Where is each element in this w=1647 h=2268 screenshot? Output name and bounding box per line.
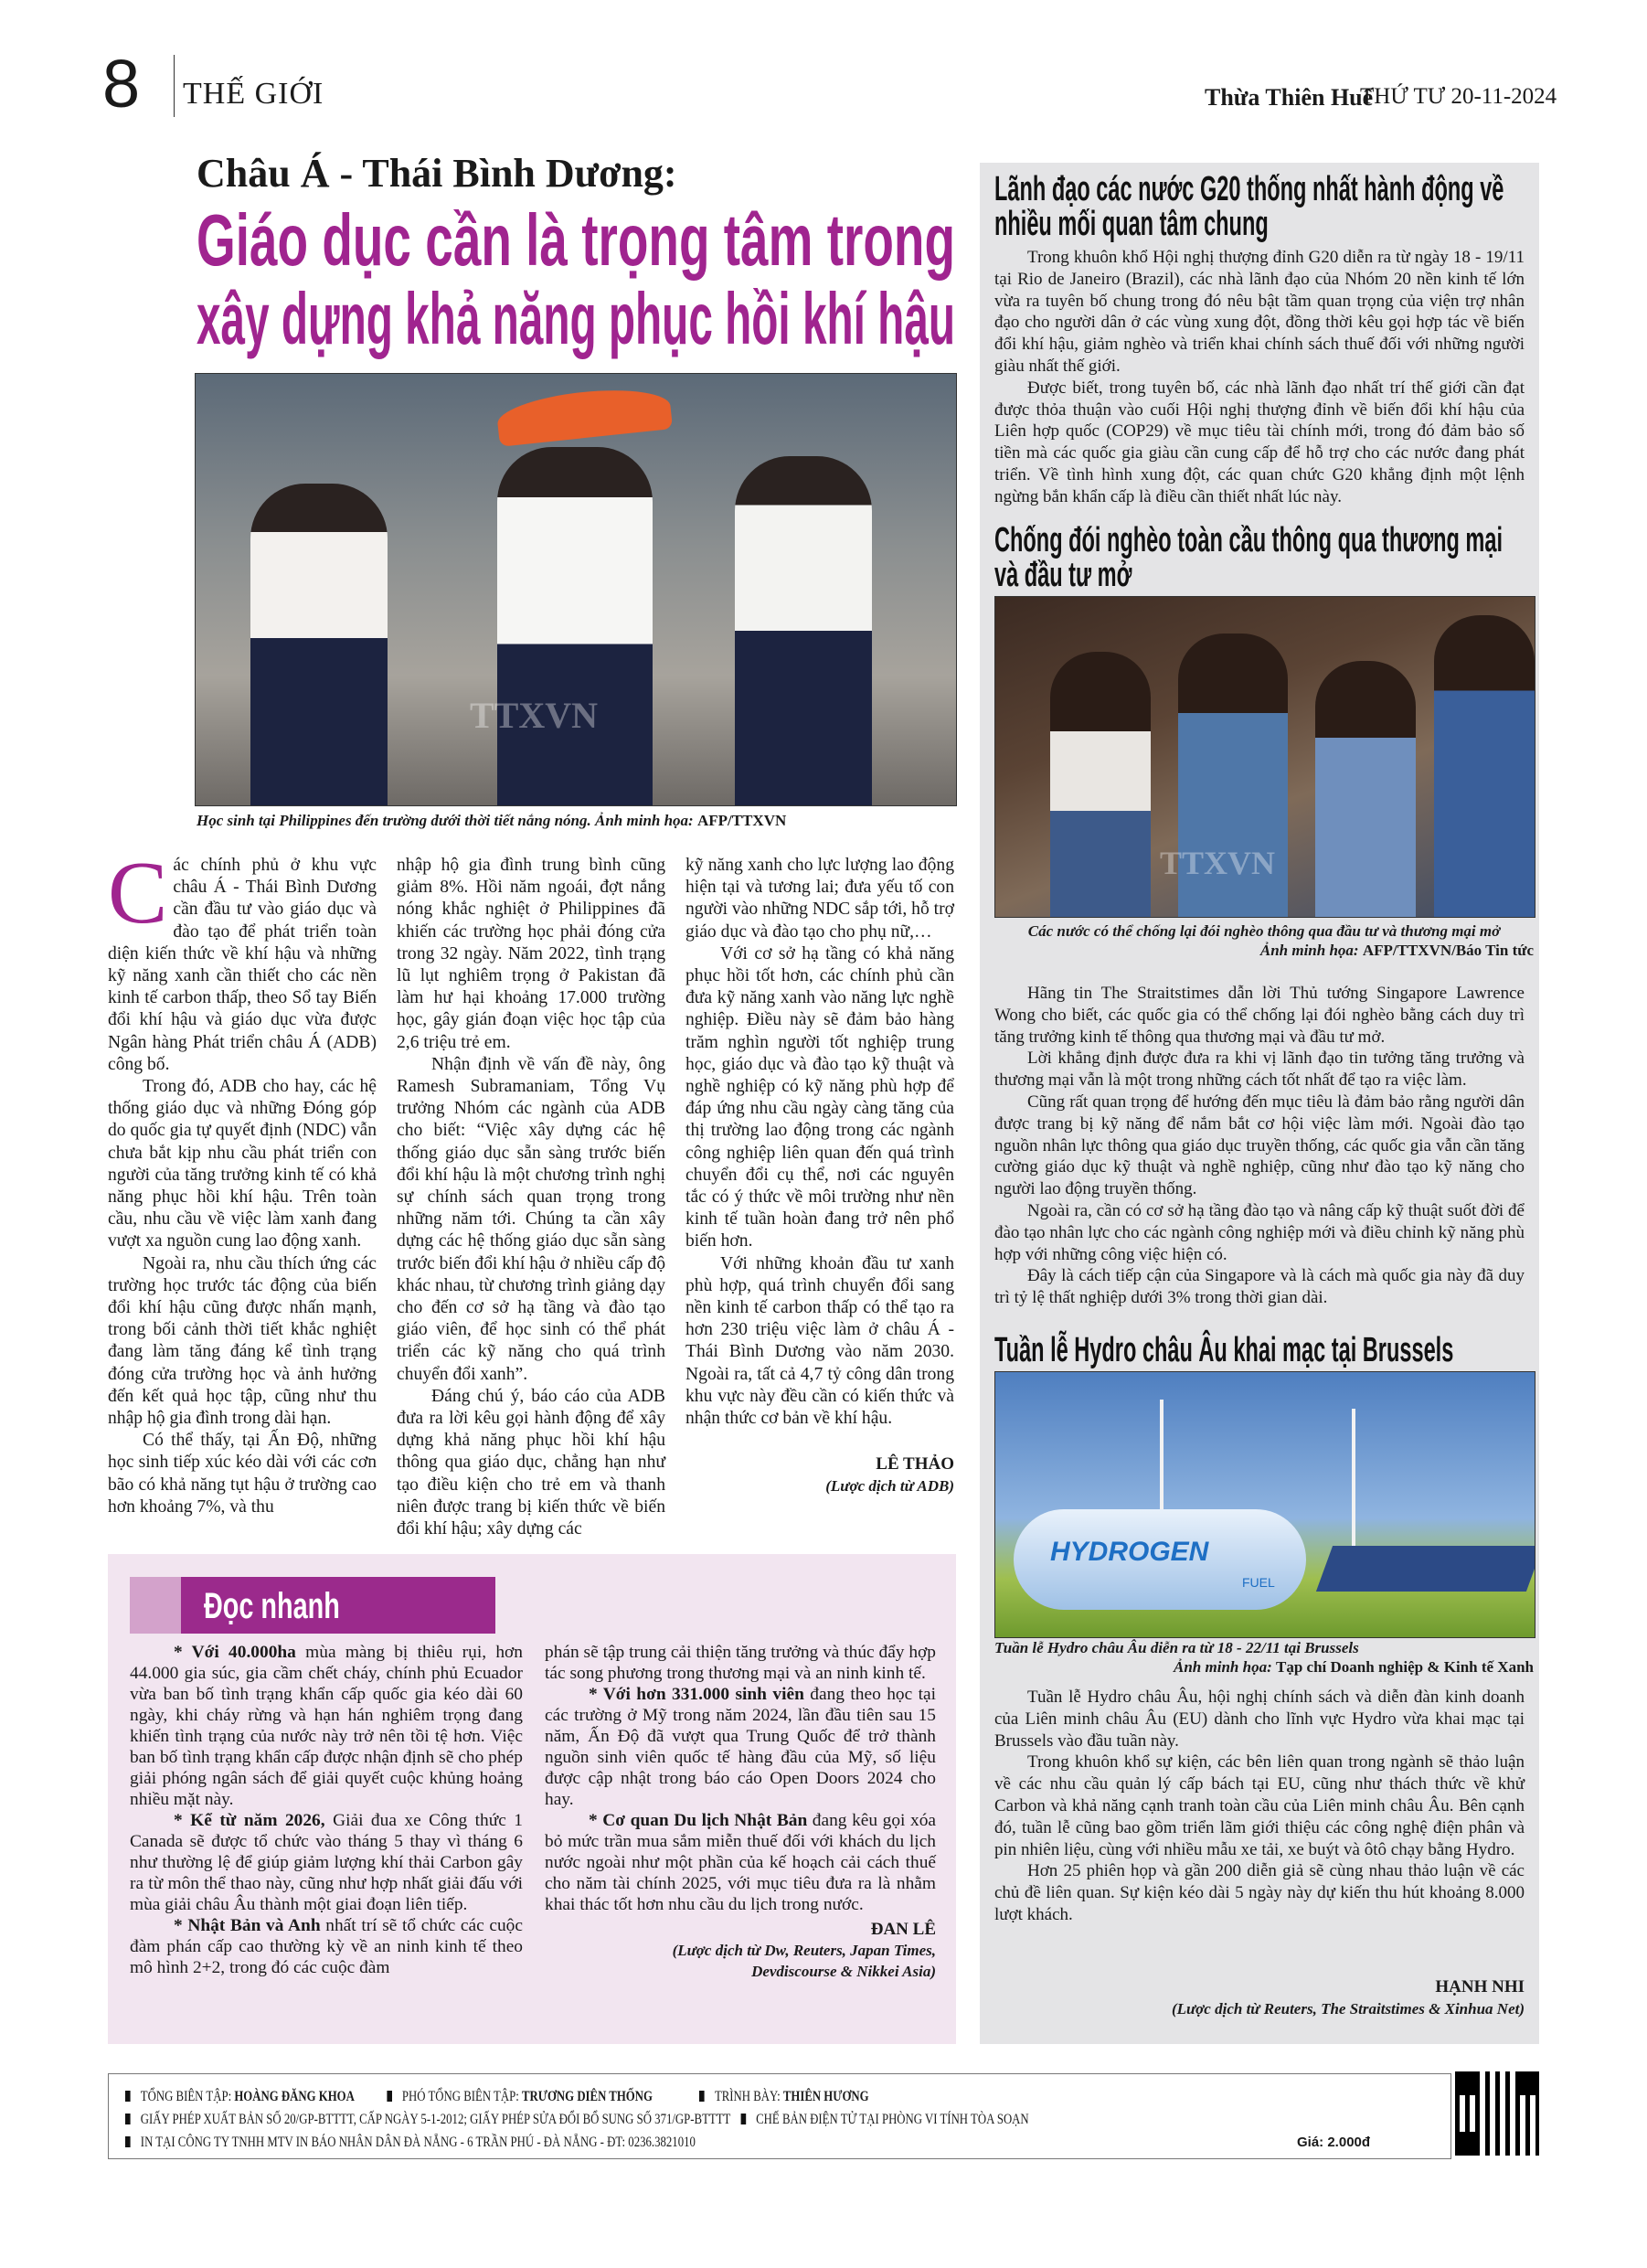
quick-item-continuation: phán sẽ tập trung cải thiện tăng trưởng và thúc đẩy hợp tác song phương trong thương mại và an ninh kinh tế.	[545, 1643, 936, 1683]
hydro-paragraph: Hơn 25 phiên họp và gần 200 diễn giả sẽ cùng nhau thảo luận về các chủ đề liên quan. Sự kiện kéo dài 5 ngày này dự kiến thu hút khoảng 8.000 lượt khách.	[994, 1861, 1525, 1924]
layout-name: THIÊN HƯƠNG	[782, 2089, 869, 2104]
quick-item	[130, 1810, 523, 1915]
poverty-photo-credit	[994, 941, 1534, 960]
article-paragraph: Đáng chú ý, báo cáo của ADB đưa ra lời kêu gọi hành động để xây dựng khả năng phục hồi khí hậu thông qua giáo dục, chẳng hạn như tạo điều kiện cho trẻ em và thanh niên được trang bị kiến thức về biến đổi khí hậu; xây dựng các	[397, 1386, 665, 1539]
child-figure-1	[250, 484, 388, 805]
price: Giá: 2.000đ	[1297, 2135, 1371, 2150]
credit-label: Ảnh minh họa:	[1174, 1658, 1276, 1676]
photo-watermark: TTXVN	[470, 695, 599, 736]
poverty-paragraph: Lời khẳng định được đưa ra khi vị lãnh đạo tin tưởng tăng trưởng và thương mại vẫn là một trong những cách tốt nhất để tạo ra việc làm.	[994, 1049, 1525, 1091]
quick-item-text: mùa màng bị thiêu rụi, hơn 44.000 gia súc, gia cầm chết cháy, chính phủ Ecuador vừa ban bố tình trạng khẩn cấp quốc gia kéo dài 60 ngày, khi cháy rừng và hạn hán nghiêm trọng đang khiến tình trạng của nước này trở nên tồi tệ hơn. Việc ban bố tình trạng khẩn cấp được nhận định sẽ cho phép giải phóng ngân sách để giải quyết cuộc khủng hoảng nhiều mặt này.	[130, 1643, 523, 1809]
hydro-source: (Lược dịch từ Reuters, The Straitstimes & Xinhua Net)	[1171, 2000, 1525, 2018]
quick-read-tab-accent	[130, 1577, 181, 1634]
bullet-icon	[740, 2114, 746, 2124]
child-figure	[1434, 615, 1535, 917]
poverty-photo-caption: Các nước có thể chống lại đói nghèo thông qua đầu tư và thương mại mở	[1027, 922, 1501, 940]
quick-item	[130, 1915, 523, 1978]
title-line-2: xây dựng khả năng phục hồi khí hậu	[197, 278, 955, 359]
solar-panels	[1316, 1546, 1535, 1592]
g20-paragraph: Trong khuôn khổ Hội nghị thượng đỉnh G20 diễn ra từ ngày 18 - 19/11 tại Rio de Janeiro (Brazil), các nhà lãnh đạo của Nhóm 20 nền kinh tế lớn vừa ra tuyên bố chung trong đó nêu bật tầm quan trọng của viện trợ nhân đạo cho người dân ở các vùng xung đột, đồng thời kêu gọi hợp tác về biến đổi khí hậu, giảm nghèo và triển khai chính sách thuế đối với những người giàu nhất thế giới.	[994, 248, 1525, 376]
schoolchildren-photo	[195, 373, 957, 806]
article-author: LÊ THẢO	[876, 1454, 954, 1475]
printing-text: IN TẠI CÔNG TY TNHH MTV IN BÁO NHÂN DÂN ĐÀ NẴNG - 6 TRẦN PHÚ - ĐÀ NẴNG - ĐT: 0236.3821010	[140, 2135, 696, 2150]
hydro-author: HẠNH NHI	[1435, 1977, 1525, 1996]
poverty-headline: Chống đói nghèo toàn cầu thông qua thương mại và đầu tư mở	[994, 521, 1504, 594]
header-divider	[174, 55, 175, 117]
article-column-2	[397, 855, 665, 1540]
bullet-icon	[125, 2091, 131, 2102]
qr-code-icon	[1455, 2071, 1539, 2156]
quick-read-author: ĐAN LÊ	[870, 1920, 936, 1939]
photo-caption	[197, 812, 955, 830]
umbrella-shape	[495, 383, 673, 447]
page-number: 8	[102, 46, 141, 122]
quick-item-lead: * Kể từ năm 2026,	[174, 1811, 325, 1830]
newspaper-name: Thừa Thiên Huế	[1205, 84, 1374, 111]
world-news-sidebar	[980, 163, 1539, 2044]
layout-label: TRÌNH BÀY:	[714, 2089, 783, 2104]
title-line-1: Giáo dục cần là trọng tâm trong	[197, 199, 955, 281]
quick-item-text: nhất trí sẽ tổ chức các cuộc đàm phán cấp cao thường kỳ về an ninh kinh tế theo mô hình 2+2, trong đó các cuộc đàm	[130, 1916, 523, 1977]
article-paragraph: Trong đó, ADB cho hay, các hệ thống giáo dục và những Đóng góp do quốc gia tự quyết định (NDC) vẫn chưa bắt kịp nhu cầu phát triển con người của tăng trưởng kinh tế có khả năng phục hồi khí hậu. Trên toàn cầu, nhu cầu về việc làm xanh đang vượt xa nguồn cung lao động xanh.	[108, 1077, 377, 1251]
article-paragraph: kỹ năng xanh cho lực lượng lao động hiện tại và tương lai; đưa yếu tố con người vào những NDC sắp tới, hỗ trợ giáo dục và đào tạo cho phụ nữ,…	[685, 856, 954, 942]
g20-body	[994, 247, 1525, 508]
bullet-icon	[125, 2136, 131, 2147]
hydrogen-tank	[1014, 1509, 1306, 1610]
quick-item-lead: * Với 40.000ha	[174, 1643, 296, 1662]
credit-source: AFP/TTXVN/Báo Tin tức	[1362, 942, 1534, 959]
credit-source: Tạp chí Doanh nghiệp & Kinh tế Xanh	[1276, 1658, 1534, 1676]
deputy-name: TRƯƠNG DIÊN THỐNG	[521, 2089, 653, 2104]
quick-item-text: đang theo học tại các trường ở Mỹ trong năm 2024, lần đầu tiên sau 15 năm, Ấn Độ đã vượt qua Trung Quốc để trở thành nguồn sinh viên quốc tế hàng đầu của Mỹ, số liệu được cập nhật trong báo cáo Open Doors 2024 cho hay.	[545, 1685, 936, 1809]
footer-staff-row	[125, 2089, 869, 2105]
masthead-footer	[108, 2073, 1451, 2159]
quick-read-header	[181, 1577, 495, 1634]
article-paragraph: nhập hộ gia đình trung bình cũng giảm 8%. Hồi năm ngoái, đợt nắng nóng khắc nghiệt ở Philippines đã khiến các trường học phải đóng cửa trong 32 ngày. Năm 2022, tình trạng lũ lụt nghiêm trọng ở Pakistan đã làm hư hại khoảng 17.000 trường học, gây gián đoạn việc học tập của 2,6 triệu trẻ em.	[397, 856, 665, 1052]
quick-item-text: Giải đua xe Công thức 1 Canada sẽ được tổ chức vào tháng 5 thay vì tháng 6 như thường lệ để giúp giảm lượng khí thải Carbon gây ra từ môn thể thao này, cũng như hợp nhất giải đấu với mùa giải châu Âu thành một giai đoạn liên tiếp.	[130, 1811, 523, 1914]
editor-name: HOÀNG ĐĂNG KHOA	[234, 2089, 355, 2104]
g20-paragraph: Được biết, trong tuyên bố, các nhà lãnh đạo nhất trí thế giới cần đạt được thỏa thuận vào cuối Hội nghị thượng đỉnh về biến đổi khí hậu của Liên hợp quốc (COP29) về mục tiêu tài chính mới, trong đó đảm bảo số tiền mà các quốc gia giàu cần cung cấp để hỗ trợ cho các nước đang phát triển. Về tình hình xung đột, các quan chức G20 khẳng định một lệnh ngừng bắn khẩn cấp là điều cần thiết nhất lúc này.	[994, 378, 1525, 506]
photo-watermark: TTXVN	[1160, 845, 1276, 881]
quick-read-source-2: Devdiscourse & Nikkei Asia)	[751, 1963, 936, 1980]
issue-date: THỨ TƯ 20-11-2024	[1360, 84, 1557, 109]
article-source: (Lược dịch từ ADB)	[825, 1477, 954, 1496]
hydro-photo-credit	[994, 1657, 1534, 1677]
quick-item	[545, 1684, 936, 1810]
hydro-body	[994, 1687, 1525, 1926]
hydro-paragraph: Tuần lễ Hydro châu Âu, hội nghị chính sách và diễn đàn kinh doanh của Liên minh châu Âu (EU) dành cho lĩnh vực Hydro vừa khai mạc tại Brussels vào đầu tuần này.	[994, 1688, 1525, 1751]
poverty-paragraph: Hãng tin The Straitstimes dẫn lời Thủ tướng Singapore Lawrence Wong cho biết, các quốc gia có thể chống lại đói nghèo bằng cách duy trì tăng trưởng kinh tế thông qua thương mại và đầu tư mở.	[994, 984, 1525, 1047]
caption-credit: AFP/TTXVN	[696, 812, 787, 829]
article-paragraph: Có thể thấy, tại Ấn Độ, những học sinh tiếp xúc kéo dài với các cơn bão có khả năng tụt hậu ở trường cao hơn khoảng 7%, và thu	[108, 1431, 377, 1517]
footer-printing-row	[125, 2135, 696, 2151]
article-paragraph: Với những khoản đầu tư xanh phù hợp, quá trình chuyển đổi sang nền kinh tế carbon thấp có thể tạo ra hơn 230 triệu việc làm ở châu Á - Thái Bình Dương vào năm 2030. Ngoài ra, tất cả 4,7 tỷ công dân trong khu vực này đều cần có kiến thức và nhận thức cơ bản về khí hậu.	[685, 1253, 954, 1429]
section-name: THẾ GIỚI	[183, 77, 324, 111]
child-figure-2	[497, 447, 653, 805]
typesetting-text: CHẾ BẢN ĐIỆN TỬ TẠI PHÒNG VI TÍNH TÒA SOẠN	[756, 2112, 1029, 2127]
editor-label: TỔNG BIÊN TẬP:	[140, 2089, 235, 2104]
quick-item	[545, 1810, 936, 1915]
quick-item-lead: * Cơ quan Du lịch Nhật Bản	[589, 1811, 808, 1830]
drop-cap: C	[108, 844, 168, 942]
quick-read-column-1	[130, 1642, 523, 1978]
article-paragraph	[108, 844, 377, 1076]
hydro-headline: Tuần lễ Hydro châu Âu khai mạc tại Brussels	[994, 1331, 1454, 1369]
article-paragraph: Ngoài ra, nhu cầu thích ứng các trường học trước tác động của biến đổi khí hậu cũng được nhấn mạnh, trong bối cảnh thời tiết khắc nghiệt đang làm tăng đáng kể tình trạng đóng cửa trường học và ảnh hưởng đến kết quả học tập, cũng như thu nhập hộ gia đình trong dài hạn.	[108, 1253, 377, 1429]
quick-read-title: Đọc nhanh	[204, 1586, 340, 1626]
quick-item-text: đang kêu gọi xóa bỏ mức trần mua sắm miễn thuế đối với khách du lịch nước ngoài như một phần của kế hoạch cải cách thuế cho năm tài chính 2025, với mục tiêu đưa ra là nhằm khai thác tốt hơn nhu cầu du lịch trong nước.	[545, 1811, 936, 1914]
hydrogen-photo	[994, 1371, 1535, 1638]
child-figure	[1050, 652, 1151, 917]
article-kicker: Châu Á - Thái Bình Dương:	[197, 151, 677, 196]
footer-license-row	[125, 2112, 1029, 2128]
quick-read-box	[108, 1554, 956, 2044]
caption-text: Học sinh tại Philippines đến trường dưới thời tiết nắng nóng. Ảnh minh họa:	[197, 812, 697, 829]
bullet-icon	[699, 2091, 705, 2102]
quick-item-lead: * Nhật Bản và Anh	[174, 1916, 321, 1935]
bullet-icon	[387, 2091, 392, 2102]
bullet-icon	[125, 2114, 131, 2124]
quick-read-column-2	[545, 1642, 936, 1982]
poverty-paragraph: Cũng rất quan trọng để hướng đến mục tiêu là đảm bảo rằng người dân được trang bị kỹ năng để nắm bắt cơ hội việc làm mới. Ngoài đào tạo nguồn nhân lực thông qua giáo dục truyền thống, các quốc gia vẫn cần tăng cường giáo dục kỹ thuật và nghề nghiệp, cũng như đào tạo kỹ năng cho người lao động truyền thống.	[994, 1091, 1525, 1199]
fuel-label: FUEL	[1242, 1575, 1275, 1590]
article-column-1	[108, 844, 377, 1518]
hydro-photo-caption: Tuần lễ Hydro châu Âu diễn ra từ 18 - 22/11 tại Brussels	[994, 1639, 1359, 1656]
child-figure-3	[735, 456, 872, 805]
poverty-paragraph: Đây là cách tiếp cận của Singapore và là cách mà quốc gia này đã duy trì tỷ lệ thất nghiệp dưới 3% trong thời gian dài.	[994, 1266, 1525, 1308]
article-paragraph: Nhận định về vấn đề này, ông Ramesh Subramaniam, Tổng Vụ trưởng Nhóm các ngành của ADB cho biết: “Việc xây dựng các hệ thống giáo dục sẵn sàng trước biến đổi khí hậu là một chương trình nghị sự chính sách quan trọng trong những năm tới. Chúng ta cần xây dựng các hệ thống giáo dục sẵn sàng trước biến đổi khí hậu ở nhiều cấp độ khác nhau, từ chương trình giảng dạy cho đến cơ sở hạ tầng và đào tạo giáo viên, để học sinh có thể phát triển các kỹ năng cho quá trình chuyển đổi xanh”.	[397, 1054, 665, 1384]
quick-item-lead: * Với hơn 331.000 sinh viên	[589, 1685, 804, 1704]
quick-item	[130, 1642, 523, 1810]
paragraph-text: ác chính phủ ở khu vực châu Á - Thái Bình Dương cần đầu tư vào giáo dục và đào tạo để phát triển toàn diện kiến thức về khí hậu và những kỹ năng xanh cần thiết cho các nền kinh tế carbon thấp, theo Sổ tay Biến đổi khí hậu và giáo dục vừa được Ngân hàng Phát triển châu Á (ADB) công bố.	[108, 856, 377, 1074]
license-text: GIẤY PHÉP XUẤT BẢN SỐ 20/GP-BTTTT, CẤP NGÀY 5-1-2012; GIẤY PHÉP SỬA ĐỔI BỔ SUNG SỐ 371/GP-BTTTT	[140, 2112, 731, 2127]
hydro-paragraph: Trong khuôn khổ sự kiện, các bên liên quan trong ngành sẽ thảo luận về các nhu cầu quản lý cấp bách tại EU, cũng như thách thức về khử Carbon và khả năng cạnh tranh toàn cầu của Liên minh châu Âu. Bên cạnh đó, tuần lễ cũng bao gồm triển lãm giới thiệu các công nghệ điện phân và pin nhiên liệu, cùng với nhiều mẫu xe tải, xe buýt và ôtô chạy bằng Hydro.	[994, 1752, 1525, 1859]
article-column-3	[685, 855, 954, 1498]
wind-turbine	[1352, 1409, 1355, 1555]
child-figure	[1315, 661, 1416, 917]
hydrogen-label: HYDROGEN	[1050, 1537, 1209, 1567]
poverty-body	[994, 983, 1525, 1309]
g20-headline: Lãnh đạo các nước G20 thống nhất hành động về nhiều mối quan tâm chung	[994, 170, 1504, 243]
quick-read-source-1: (Lược dịch từ Dw, Reuters, Japan Times,	[672, 1942, 936, 1959]
deputy-label: PHÓ TỔNG BIÊN TẬP:	[401, 2089, 522, 2104]
article-paragraph: Với cơ sở hạ tầng có khả năng phục hồi tốt hơn, các chính phủ cần đưa kỹ năng xanh vào năng lực nghề nghiệp. Điều này sẽ đảm bảo hàng trăm nghìn người tốt nghiệp trung học, giáo dục và đào tạo kỹ thuật và nghề nghiệp có kỹ năng phù hợp để đáp ứng nhu cầu ngày càng tăng của thị trường lao động trong các ngành công nghiệp liên quan đến quá trình chuyển đổi cụ thể, nơi các nguyên tắc có ý thức về môi trường như nền kinh tế tuần hoàn đang trở nên phổ biến hơn.	[685, 943, 954, 1251]
poverty-paragraph: Ngoài ra, cần có cơ sở hạ tầng đào tạo và nâng cấp kỹ thuật suốt đời để đào tạo nhân lực cho các ngành công nghiệp mới và điều chỉnh kỹ năng phù hợp với những công việc hiện có.	[994, 1200, 1525, 1264]
credit-label: Ảnh minh họa:	[1259, 942, 1363, 959]
children-photo	[994, 596, 1535, 918]
